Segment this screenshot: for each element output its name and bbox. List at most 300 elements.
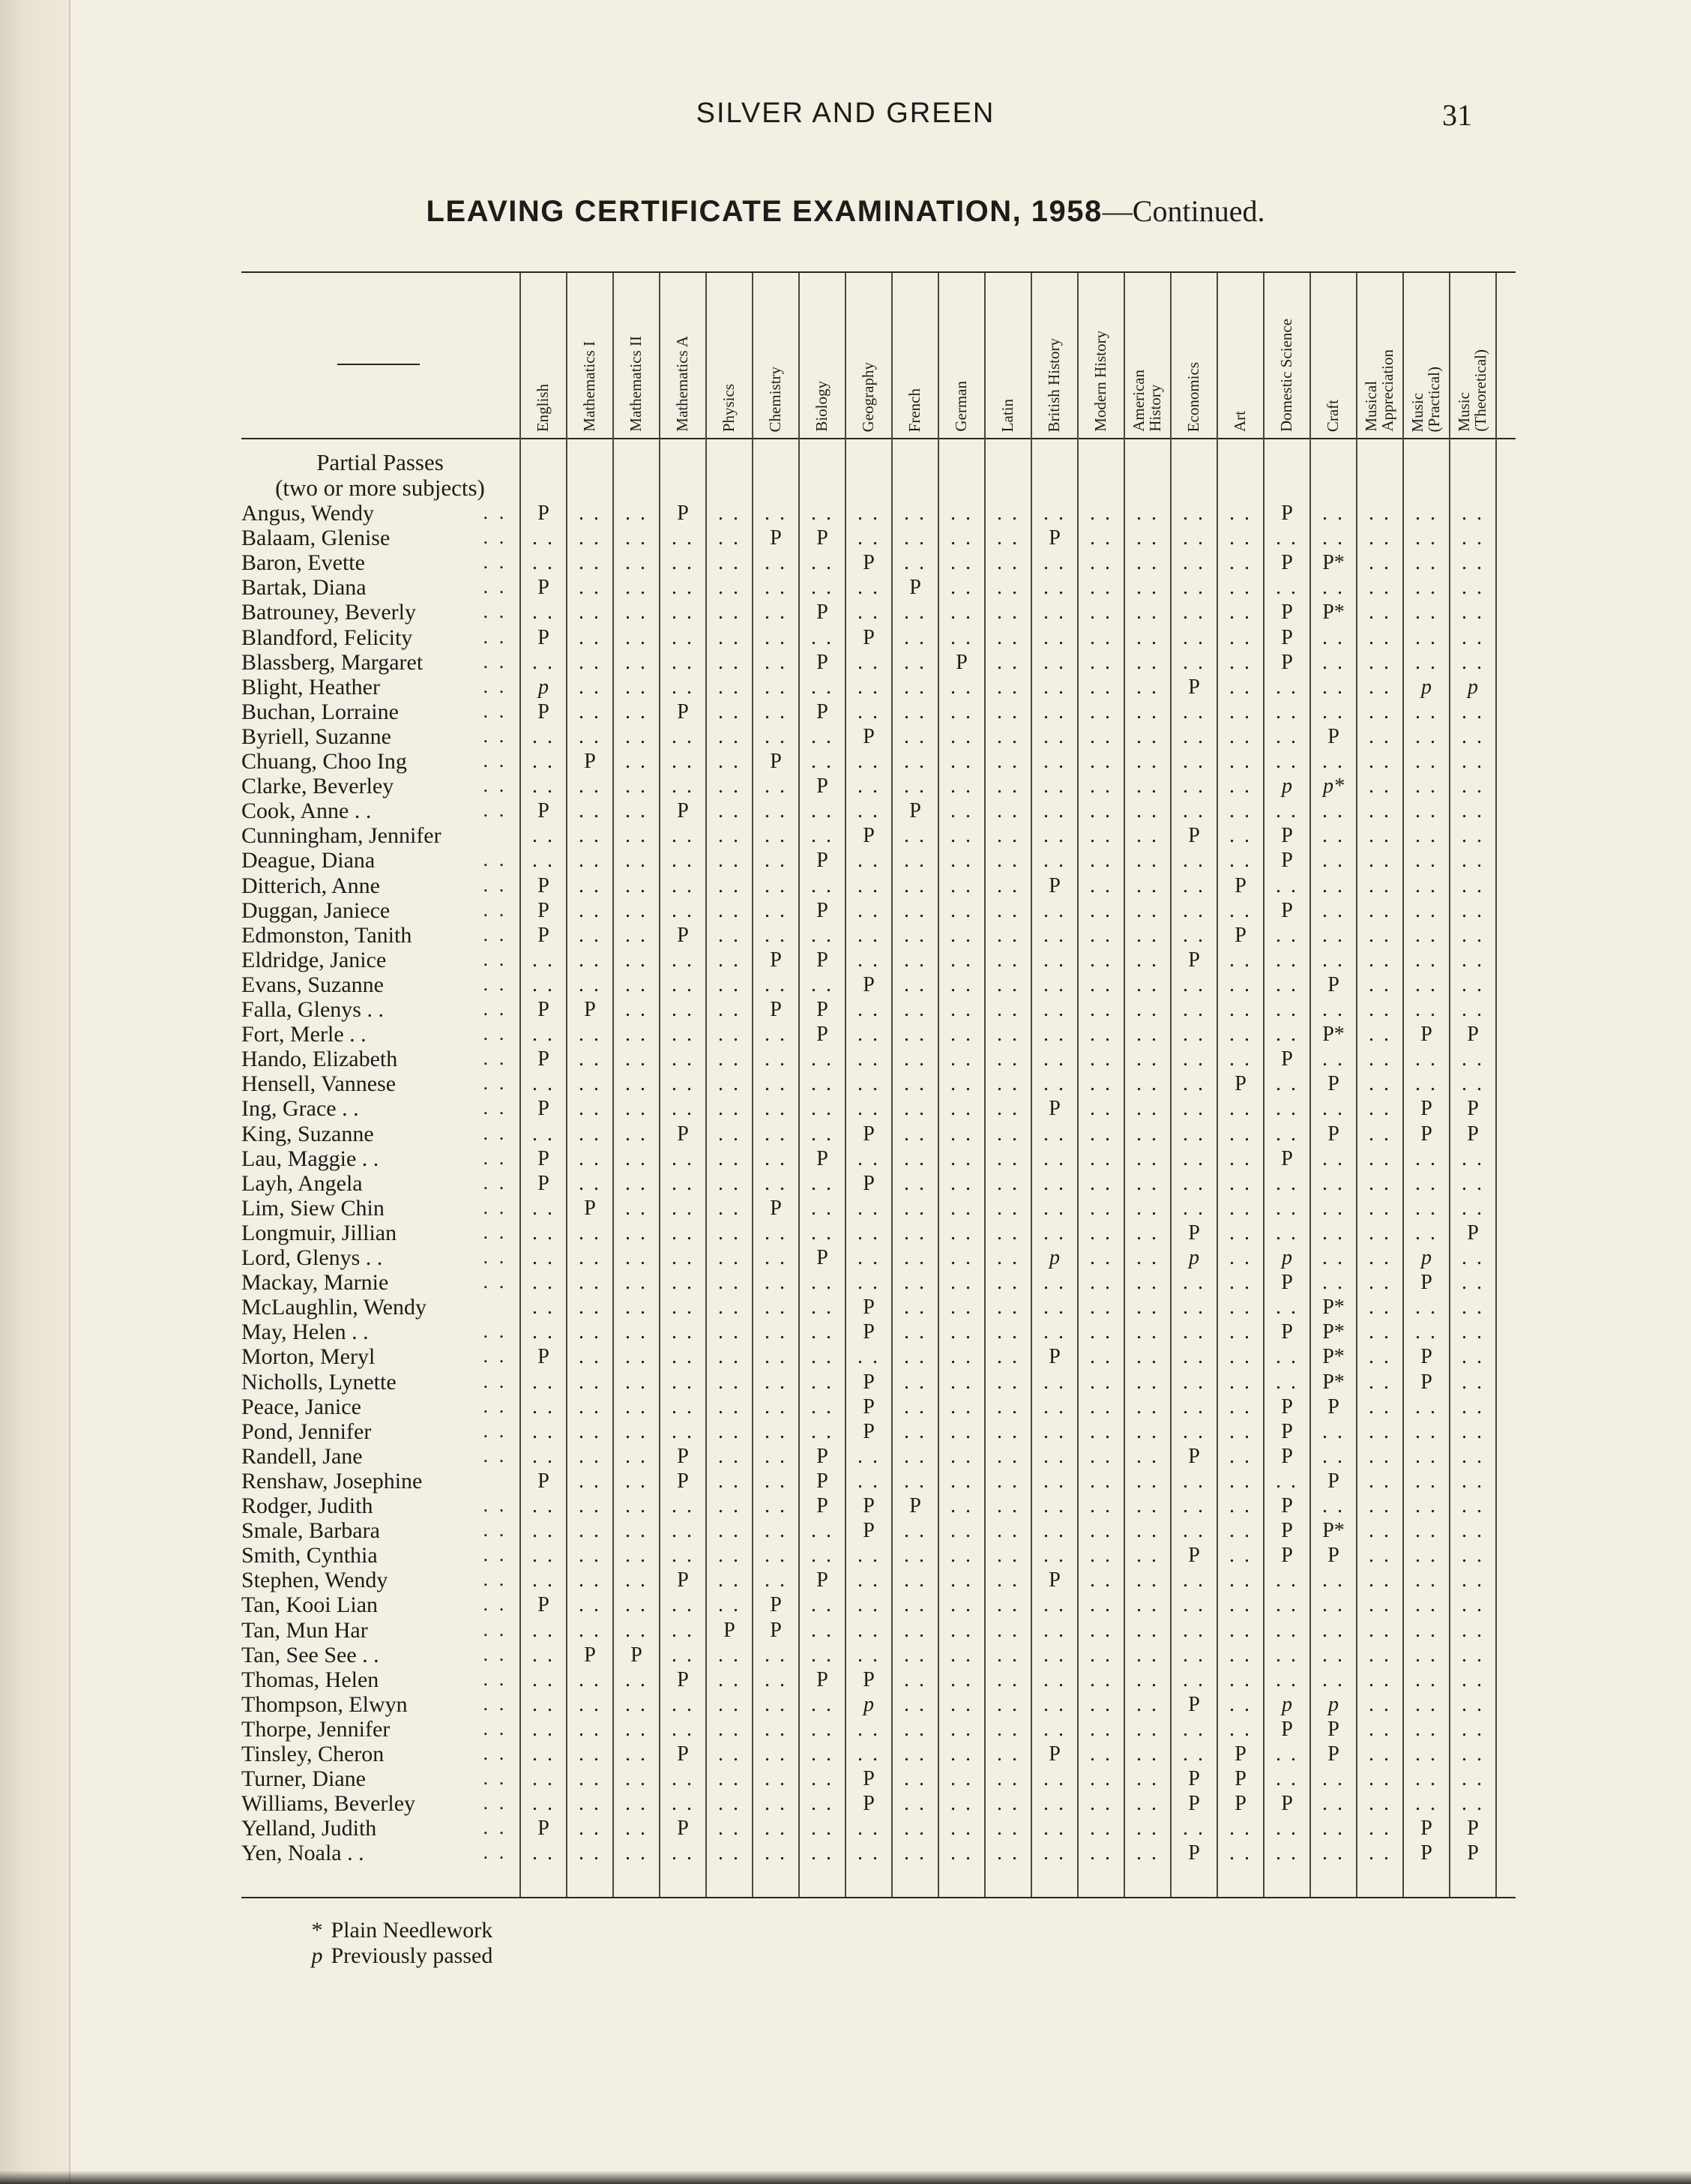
empty-cell: . .: [1369, 1221, 1391, 1245]
empty-cell: . .: [1183, 1320, 1205, 1344]
empty-cell: . .: [950, 1767, 973, 1791]
empty-cell: . .: [1136, 502, 1159, 525]
empty-cell: . .: [904, 601, 926, 625]
empty-cell: . .: [1276, 1742, 1298, 1766]
empty-cell: . .: [1462, 1296, 1484, 1320]
empty-cell: . .: [997, 1345, 1019, 1369]
empty-cell: . .: [1369, 1469, 1391, 1493]
empty-cell: . .: [1183, 700, 1205, 724]
empty-cell: . .: [904, 1047, 926, 1071]
empty-cell: . .: [1276, 1345, 1298, 1369]
empty-cell: . .: [625, 1171, 648, 1195]
empty-cell: . .: [811, 1221, 834, 1245]
empty-cell: . .: [997, 1419, 1019, 1443]
page-bottom-shadow: [0, 2171, 1691, 2184]
header-bottom-rule: [241, 438, 1516, 439]
empty-cell: . .: [1136, 898, 1159, 922]
result-mark: P: [584, 998, 596, 1021]
empty-cell: . .: [1276, 1618, 1298, 1642]
empty-cell: . .: [1322, 824, 1345, 848]
empty-cell: . .: [1043, 1271, 1066, 1295]
dot-leader: . .: [483, 725, 507, 747]
result-mark: P: [677, 502, 689, 525]
result-mark: p*: [1323, 774, 1344, 798]
empty-cell: . .: [904, 849, 926, 873]
empty-cell: . .: [718, 824, 741, 848]
empty-cell: . .: [765, 774, 787, 798]
empty-cell: . .: [857, 576, 880, 600]
empty-cell: . .: [1090, 1519, 1112, 1543]
empty-cell: . .: [857, 1593, 880, 1617]
empty-cell: . .: [1043, 1146, 1066, 1170]
empty-cell: . .: [1136, 824, 1159, 848]
result-mark: P: [863, 1519, 875, 1543]
empty-cell: . .: [579, 1246, 601, 1269]
result-mark: P: [1281, 551, 1293, 575]
student-name: Blassberg, Margaret: [241, 649, 423, 675]
student-name: Cook, Anne . .: [241, 798, 372, 824]
empty-cell: . .: [1090, 1717, 1112, 1741]
empty-cell: . .: [811, 551, 834, 575]
empty-cell: . .: [811, 799, 834, 823]
empty-cell: . .: [1322, 526, 1345, 550]
empty-cell: . .: [1369, 1320, 1391, 1344]
empty-cell: . .: [579, 898, 601, 922]
empty-cell: . .: [1276, 1593, 1298, 1617]
empty-cell: . .: [625, 1122, 648, 1146]
empty-cell: . .: [811, 1519, 834, 1543]
result-mark: P: [1467, 1841, 1479, 1865]
empty-cell: . .: [1090, 1469, 1112, 1493]
table-row: [0, 997, 1691, 1022]
empty-cell: . .: [718, 873, 741, 897]
empty-cell: . .: [904, 1023, 926, 1047]
empty-cell: . .: [857, 873, 880, 897]
column-header-label: American History: [1130, 370, 1164, 432]
empty-cell: . .: [1415, 1742, 1438, 1766]
result-mark: P: [909, 1494, 921, 1517]
empty-cell: . .: [1090, 700, 1112, 724]
empty-cell: . .: [1322, 1146, 1345, 1170]
result-mark: P: [816, 1146, 828, 1170]
empty-cell: . .: [1090, 1444, 1112, 1468]
student-name: Thomas, Helen: [241, 1667, 379, 1692]
empty-cell: . .: [1369, 1196, 1391, 1220]
empty-cell: . .: [718, 526, 741, 550]
empty-cell: . .: [1229, 724, 1252, 748]
empty-cell: . .: [857, 650, 880, 674]
empty-cell: . .: [1090, 724, 1112, 748]
empty-cell: . .: [1183, 1643, 1205, 1667]
empty-cell: . .: [1136, 675, 1159, 699]
empty-cell: . .: [672, 873, 694, 897]
empty-cell: . .: [1183, 1618, 1205, 1642]
empty-cell: . .: [1369, 1296, 1391, 1320]
table-top-rule: [241, 271, 1516, 273]
empty-cell: . .: [765, 1643, 787, 1667]
empty-cell: . .: [1276, 948, 1298, 972]
empty-cell: . .: [1229, 650, 1252, 674]
empty-cell: . .: [1043, 625, 1066, 649]
empty-cell: . .: [718, 1370, 741, 1394]
empty-cell: . .: [765, 1395, 787, 1419]
empty-cell: . .: [904, 625, 926, 649]
empty-cell: . .: [1090, 1742, 1112, 1766]
result-mark: P: [863, 1767, 875, 1791]
empty-cell: . .: [857, 1841, 880, 1865]
empty-cell: . .: [1322, 873, 1345, 897]
student-name: Evans, Suzanne: [241, 972, 384, 997]
empty-cell: . .: [857, 1345, 880, 1369]
empty-cell: . .: [625, 1841, 648, 1865]
empty-cell: . .: [950, 551, 973, 575]
empty-cell: . .: [625, 1568, 648, 1592]
empty-cell: . .: [1369, 724, 1391, 748]
empty-cell: . .: [1183, 1296, 1205, 1320]
result-mark: p: [1189, 1246, 1199, 1269]
footnote-text: Previously passed: [331, 1943, 493, 1968]
empty-cell: . .: [625, 923, 648, 947]
empty-cell: . .: [718, 1171, 741, 1195]
empty-cell: . .: [625, 1618, 648, 1642]
empty-cell: . .: [672, 1519, 694, 1543]
empty-cell: . .: [579, 1494, 601, 1517]
result-mark: P: [537, 1469, 549, 1493]
empty-cell: . .: [672, 998, 694, 1021]
result-mark: P: [1188, 1767, 1200, 1791]
empty-cell: . .: [625, 1817, 648, 1841]
result-mark: p: [1328, 1692, 1339, 1716]
empty-cell: . .: [672, 526, 694, 550]
empty-cell: . .: [579, 1544, 601, 1568]
result-mark: P: [816, 1023, 828, 1047]
empty-cell: . .: [1229, 1246, 1252, 1269]
empty-cell: . .: [718, 1469, 741, 1493]
empty-cell: . .: [1090, 1568, 1112, 1592]
empty-cell: . .: [997, 1767, 1019, 1791]
empty-cell: . .: [1322, 1419, 1345, 1443]
empty-cell: . .: [1462, 898, 1484, 922]
result-mark: P: [816, 700, 828, 724]
student-name: Ditterich, Anne: [241, 873, 380, 898]
empty-cell: . .: [857, 526, 880, 550]
empty-cell: . .: [1229, 1196, 1252, 1220]
empty-cell: . .: [950, 1221, 973, 1245]
empty-cell: . .: [1090, 923, 1112, 947]
empty-cell: . .: [625, 1271, 648, 1295]
empty-cell: . .: [1043, 1841, 1066, 1865]
student-name: Byriell, Suzanne: [241, 724, 391, 749]
empty-cell: . .: [1415, 873, 1438, 897]
empty-cell: . .: [1462, 1643, 1484, 1667]
student-name: Mackay, Marnie: [241, 1270, 389, 1296]
empty-cell: . .: [1090, 601, 1112, 625]
empty-cell: . .: [997, 799, 1019, 823]
empty-cell: . .: [625, 1246, 648, 1269]
empty-cell: . .: [1322, 799, 1345, 823]
empty-cell: . .: [950, 1370, 973, 1394]
result-mark: p: [1421, 675, 1432, 699]
column-header: [1358, 277, 1400, 432]
empty-cell: . .: [1229, 1122, 1252, 1146]
empty-cell: . .: [718, 972, 741, 996]
empty-cell: . .: [997, 526, 1019, 550]
empty-cell: . .: [1136, 923, 1159, 947]
empty-cell: . .: [997, 1023, 1019, 1047]
empty-cell: . .: [579, 774, 601, 798]
empty-cell: . .: [1276, 1667, 1298, 1691]
empty-cell: . .: [811, 1122, 834, 1146]
footnote-previously-passed: [309, 1943, 492, 1969]
empty-cell: . .: [950, 998, 973, 1021]
empty-cell: . .: [997, 502, 1019, 525]
empty-cell: . .: [811, 1047, 834, 1071]
empty-cell: . .: [1229, 1643, 1252, 1667]
empty-cell: . .: [1229, 799, 1252, 823]
student-name: Lim, Siew Chin: [241, 1195, 385, 1221]
dot-leader: . .: [483, 1842, 507, 1864]
result-mark: P: [816, 650, 828, 674]
empty-cell: . .: [532, 1667, 555, 1691]
empty-cell: . .: [532, 551, 555, 575]
empty-cell: . .: [1322, 675, 1345, 699]
empty-cell: . .: [857, 1444, 880, 1468]
result-mark: P: [1281, 601, 1293, 625]
empty-cell: . .: [1415, 1667, 1438, 1691]
empty-cell: . .: [904, 1841, 926, 1865]
empty-cell: . .: [718, 998, 741, 1021]
empty-cell: . .: [950, 1444, 973, 1468]
empty-cell: . .: [1183, 1494, 1205, 1517]
result-mark: P: [1327, 1717, 1339, 1741]
empty-cell: . .: [579, 1444, 601, 1468]
empty-cell: . .: [1090, 1792, 1112, 1816]
table-row: [0, 1419, 1691, 1444]
column-header: [1405, 277, 1447, 432]
empty-cell: . .: [579, 1667, 601, 1691]
empty-cell: . .: [904, 502, 926, 525]
result-mark: P: [1049, 873, 1061, 897]
empty-cell: . .: [672, 1395, 694, 1419]
result-mark: P: [816, 526, 828, 550]
empty-cell: . .: [579, 1692, 601, 1716]
empty-cell: . .: [765, 1345, 787, 1369]
empty-cell: . .: [1462, 774, 1484, 798]
table-row: [0, 1518, 1691, 1543]
empty-cell: . .: [1090, 1618, 1112, 1642]
empty-cell: . .: [672, 750, 694, 773]
empty-cell: . .: [765, 576, 787, 600]
empty-cell: . .: [950, 625, 973, 649]
empty-cell: . .: [811, 675, 834, 699]
table-row: [0, 1568, 1691, 1592]
empty-cell: . .: [950, 1296, 973, 1320]
empty-cell: . .: [1415, 898, 1438, 922]
empty-cell: . .: [1043, 502, 1066, 525]
empty-cell: . .: [718, 1519, 741, 1543]
result-mark: P: [863, 824, 875, 848]
empty-cell: . .: [1462, 1618, 1484, 1642]
empty-cell: . .: [625, 998, 648, 1021]
result-mark: P: [1281, 1717, 1293, 1741]
empty-cell: . .: [1462, 1469, 1484, 1493]
empty-cell: . .: [532, 1618, 555, 1642]
empty-cell: . .: [950, 1072, 973, 1096]
empty-cell: . .: [1183, 923, 1205, 947]
empty-cell: . .: [1229, 1171, 1252, 1195]
empty-cell: . .: [672, 1643, 694, 1667]
empty-cell: . .: [811, 1841, 834, 1865]
empty-cell: . .: [857, 849, 880, 873]
table-row: [0, 1146, 1691, 1171]
result-mark: P: [1188, 1221, 1200, 1245]
empty-cell: . .: [1136, 849, 1159, 873]
empty-cell: . .: [1136, 1023, 1159, 1047]
empty-cell: . .: [1043, 576, 1066, 600]
empty-cell: . .: [1136, 1345, 1159, 1369]
empty-cell: . .: [765, 1271, 787, 1295]
table-row: [0, 898, 1691, 923]
empty-cell: . .: [1322, 576, 1345, 600]
empty-cell: . .: [1322, 650, 1345, 674]
empty-cell: . .: [950, 1494, 973, 1517]
result-mark: P: [677, 1444, 689, 1468]
empty-cell: . .: [1415, 1146, 1438, 1170]
empty-cell: . .: [579, 799, 601, 823]
dot-leader: . .: [483, 849, 507, 871]
empty-cell: . .: [1183, 1370, 1205, 1394]
empty-cell: . .: [1043, 1023, 1066, 1047]
result-mark: P: [770, 750, 782, 773]
empty-cell: . .: [532, 774, 555, 798]
empty-cell: . .: [579, 1047, 601, 1071]
empty-cell: . .: [997, 972, 1019, 996]
empty-cell: . .: [1043, 650, 1066, 674]
empty-cell: . .: [1043, 1593, 1066, 1617]
empty-cell: . .: [532, 1717, 555, 1741]
empty-cell: . .: [950, 1122, 973, 1146]
empty-cell: . .: [1415, 1618, 1438, 1642]
empty-cell: . .: [1462, 1271, 1484, 1295]
empty-cell: . .: [765, 1568, 787, 1592]
empty-cell: . .: [1183, 601, 1205, 625]
result-mark: P: [1327, 1469, 1339, 1493]
column-header-label: Chemistry: [766, 366, 784, 432]
empty-cell: . .: [904, 1643, 926, 1667]
empty-cell: . .: [1229, 1320, 1252, 1344]
empty-cell: . .: [1136, 1296, 1159, 1320]
empty-cell: . .: [811, 576, 834, 600]
table-row: [0, 1096, 1691, 1121]
empty-cell: . .: [1136, 1097, 1159, 1121]
empty-cell: . .: [1369, 625, 1391, 649]
empty-cell: . .: [811, 1320, 834, 1344]
table-row: [0, 1444, 1691, 1469]
empty-cell: . .: [1415, 824, 1438, 848]
empty-cell: . .: [1183, 650, 1205, 674]
empty-cell: . .: [718, 1444, 741, 1468]
empty-cell: . .: [1369, 1742, 1391, 1766]
dot-leader: . .: [483, 601, 507, 623]
empty-cell: . .: [1462, 948, 1484, 972]
empty-cell: . .: [950, 601, 973, 625]
table-row: [0, 1245, 1691, 1270]
empty-cell: . .: [1043, 1444, 1066, 1468]
empty-cell: . .: [1183, 1047, 1205, 1071]
empty-cell: . .: [625, 1544, 648, 1568]
empty-cell: . .: [1183, 1419, 1205, 1443]
empty-cell: . .: [579, 1817, 601, 1841]
empty-cell: . .: [997, 1742, 1019, 1766]
empty-cell: . .: [1462, 1246, 1484, 1269]
empty-cell: . .: [1415, 774, 1438, 798]
empty-cell: . .: [997, 1469, 1019, 1493]
result-mark: P*: [1322, 1345, 1345, 1369]
empty-cell: . .: [532, 1370, 555, 1394]
empty-cell: . .: [718, 1717, 741, 1741]
empty-cell: . .: [1369, 972, 1391, 996]
empty-cell: . .: [672, 1841, 694, 1865]
result-mark: p: [1049, 1246, 1060, 1269]
result-mark: P: [1235, 1792, 1247, 1816]
dot-leader: . .: [483, 1817, 507, 1839]
empty-cell: . .: [1090, 898, 1112, 922]
empty-cell: . .: [1043, 1370, 1066, 1394]
empty-cell: . .: [997, 551, 1019, 575]
empty-cell: . .: [857, 1742, 880, 1766]
empty-cell: . .: [1090, 972, 1112, 996]
empty-cell: . .: [625, 1395, 648, 1419]
result-mark: P: [1420, 1023, 1432, 1047]
dot-leader: . .: [483, 700, 507, 722]
student-name: Angus, Wendy: [241, 501, 375, 526]
empty-cell: . .: [718, 923, 741, 947]
empty-cell: . .: [532, 724, 555, 748]
empty-cell: . .: [532, 1841, 555, 1865]
empty-cell: . .: [1322, 1097, 1345, 1121]
table-row: [0, 923, 1691, 948]
empty-cell: . .: [1090, 1271, 1112, 1295]
empty-cell: . .: [1462, 1667, 1484, 1691]
empty-cell: . .: [672, 1792, 694, 1816]
empty-cell: . .: [1415, 625, 1438, 649]
empty-cell: . .: [811, 1767, 834, 1791]
dot-leader: . .: [483, 1793, 507, 1814]
empty-cell: . .: [1136, 700, 1159, 724]
empty-cell: . .: [1136, 799, 1159, 823]
student-name: Blandford, Felicity: [241, 625, 413, 650]
empty-cell: . .: [625, 1345, 648, 1369]
dot-leader: . .: [483, 626, 507, 648]
empty-cell: . .: [625, 1296, 648, 1320]
empty-cell: . .: [857, 1246, 880, 1269]
empty-cell: . .: [1369, 601, 1391, 625]
empty-cell: . .: [765, 1544, 787, 1568]
result-mark: P: [1467, 1023, 1479, 1047]
dot-leader: . .: [483, 1668, 507, 1690]
empty-cell: . .: [1136, 1519, 1159, 1543]
empty-cell: . .: [997, 1519, 1019, 1543]
empty-cell: . .: [950, 774, 973, 798]
student-name: Buchan, Lorraine: [241, 699, 399, 724]
empty-cell: . .: [997, 774, 1019, 798]
empty-cell: . .: [579, 1370, 601, 1394]
empty-cell: . .: [950, 1841, 973, 1865]
empty-cell: . .: [718, 1395, 741, 1419]
empty-cell: . .: [532, 1444, 555, 1468]
empty-cell: . .: [997, 1146, 1019, 1170]
empty-cell: . .: [950, 700, 973, 724]
